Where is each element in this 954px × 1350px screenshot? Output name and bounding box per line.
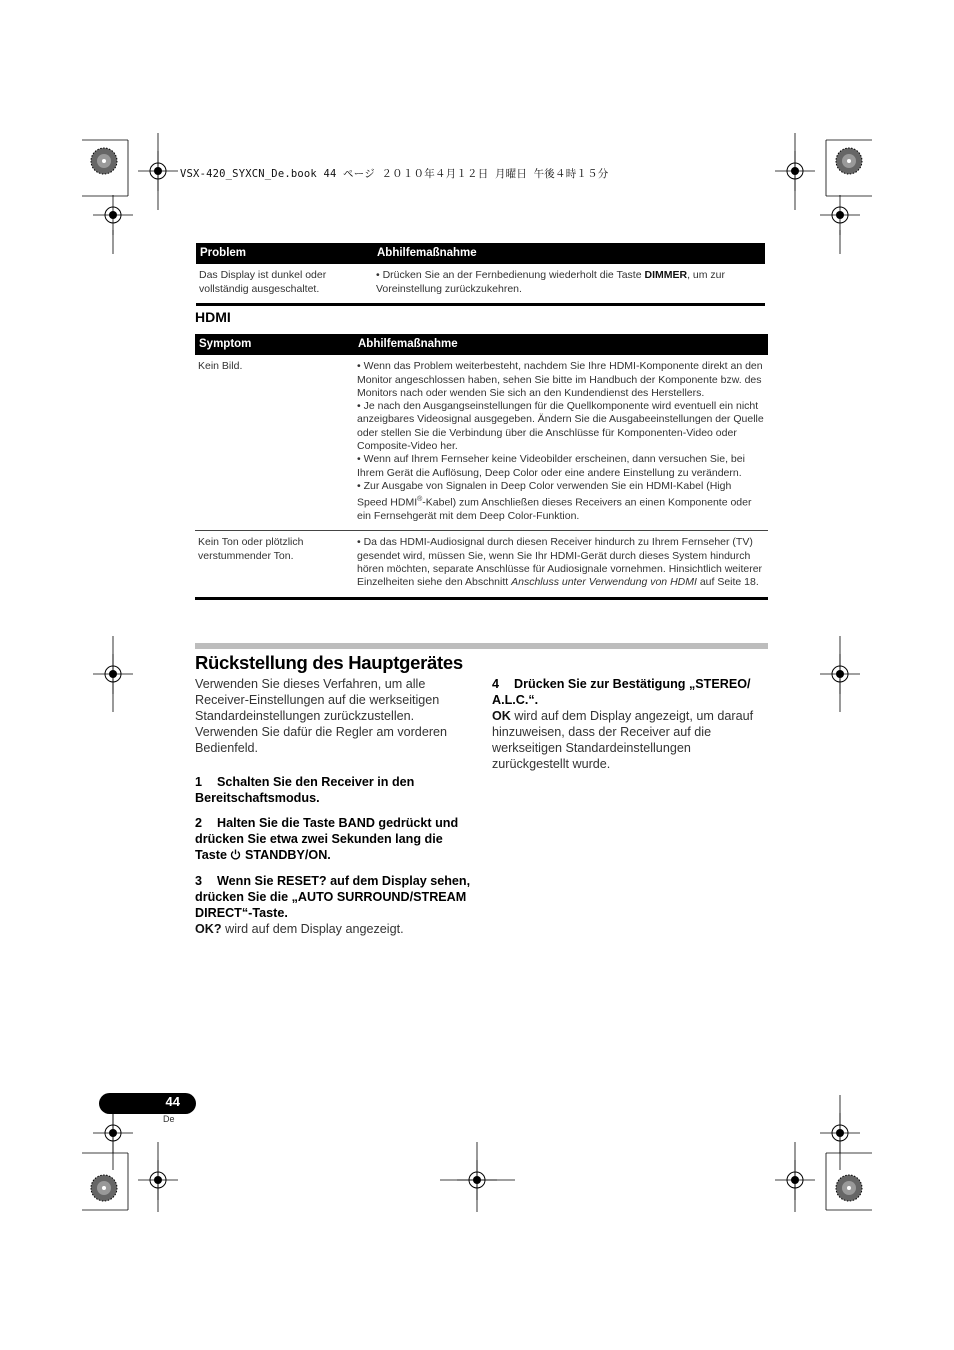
remedy-bullet: • Wenn das Problem weiterbesteht, nachdem Sie Ihre HDMI-Komponente direkt an den Monitor angeschlossen haben, sehen Sie bitte im Handbuch der Komponente bzw. des Monitors nach oder wenden Sie sich an den Kundendienst des Herstellers.: [357, 360, 763, 399]
remedy-cell: • Da das HDMI-Audiosignal durch diesen Receiver hindurch zu Ihrem Fernseher (TV) gesendet wird, müssen Sie, wenn Sie Ihr HDMI-Gerät durch dieses System hindurch hören möchten, separate Anschlüsse für Audiosignale vornehmen. Hinsichtlich weiterer Einzelheiten siehe den Abschnitt Anschluss unter Verwendung von HDMI auf Seite 18.: [354, 531, 768, 598]
book-header-line: VSX-420_SYXCN_De.book 44 ページ ２０１０年４月１２日 月曜日 午後４時１５分: [180, 168, 609, 180]
problem-cell: Das Display ist dunkel oder vollständig ausgeschaltet.: [196, 264, 373, 304]
step-4: 4 Drücken Sie zur Bestätigung „STEREO/ A.L.C.“.: [492, 677, 751, 707]
page-number: 44: [165, 1094, 180, 1109]
table-header-remedy: Abhilfemaßnahme: [354, 334, 768, 355]
intro-paragraph: Verwenden Sie dieses Verfahren, um alle Receiver-Einstellungen auf die werkseitigen Standardeinstellungen zurückzustellen. Verwenden Sie dafür die Regler am vorderen Bedienfeld.: [195, 677, 448, 755]
step-4-note: OK wird auf dem Display angezeigt, um darauf hinzuweisen, dass der Receiver auf die werkseitigen Standardeinstellungen zurückgestellt wurde.: [492, 709, 754, 771]
remedy-bullet: • Je nach den Ausgangseinstellungen für die Quellkomponente wird eventuell ein nicht anzeigbares Videosignal ausgegeben. Ändern Sie die Ausgabeeinstellungen der Quelle oder stellen Sie die Verbindung über die Anschlüsse für Komponenten-Video oder Composite-Video her.: [357, 400, 764, 453]
remedy-cell: [354, 355, 768, 531]
remedy-bullet: • Zur Ausgabe von Signalen in Deep Color verwenden Sie ein HDMI-Kabel (High Speed HDMI®-Kabel) zum Anschließen dieses Receivers an einen Komponente oder ein Fernsehgerät mit dem Deep Color-Funktion.: [357, 479, 752, 523]
dimmer-label: DIMMER: [644, 269, 688, 282]
power-icon: [230, 848, 241, 864]
cross-reference: Anschluss unter Verwendung von HDMI: [511, 576, 697, 589]
remedy-bullet: • Wenn auf Ihrem Fernseher keine Videobilder erscheinen, dann versuchen Sie, bei Ihrem Gerät die Auflösung, Deep Color oder eine andere Einstellung zu verändern.: [357, 453, 745, 479]
problem-table: [196, 243, 765, 306]
step-2: 2 Halten Sie die Taste BAND gedrückt und drücken Sie etwa zwei Sekunden lang die Taste STANDBY/ON.: [195, 816, 459, 862]
table-row: [196, 264, 765, 304]
hdmi-heading: HDMI: [195, 309, 231, 325]
table-row: [195, 355, 768, 531]
right-column: [492, 676, 770, 772]
table-row: [195, 531, 768, 598]
hdmi-symptom-table: [195, 334, 768, 600]
step-1: 1 Schalten Sie den Receiver in den Bereitschaftsmodus.: [195, 775, 415, 805]
section-divider: [195, 643, 768, 649]
step-3: 3 Wenn Sie RESET? auf dem Display sehen, drücken Sie die „AUTO SURROUND/STREAM DIRECT“-Taste.: [195, 874, 471, 920]
page-number-badge: [99, 1093, 196, 1114]
table-header-remedy: Abhilfemaßnahme: [373, 243, 765, 264]
table-header-problem: Problem: [196, 243, 373, 264]
section-title: Rückstellung des Hauptgerätes: [195, 652, 463, 673]
left-column: [195, 676, 473, 937]
table-header-symptom: Symptom: [195, 334, 354, 355]
step-3-note: OK? wird auf dem Display angezeigt.: [195, 922, 404, 936]
language-code: De: [163, 1114, 175, 1124]
symptom-cell: Kein Ton oder plötzlich verstummender Ton.: [195, 531, 354, 598]
remedy-cell: • Drücken Sie an der Fernbedienung wiederholt die Taste DIMMER, um zur Voreinstellung zurückzukehren.: [373, 264, 765, 304]
symptom-cell: Kein Bild.: [195, 355, 354, 531]
